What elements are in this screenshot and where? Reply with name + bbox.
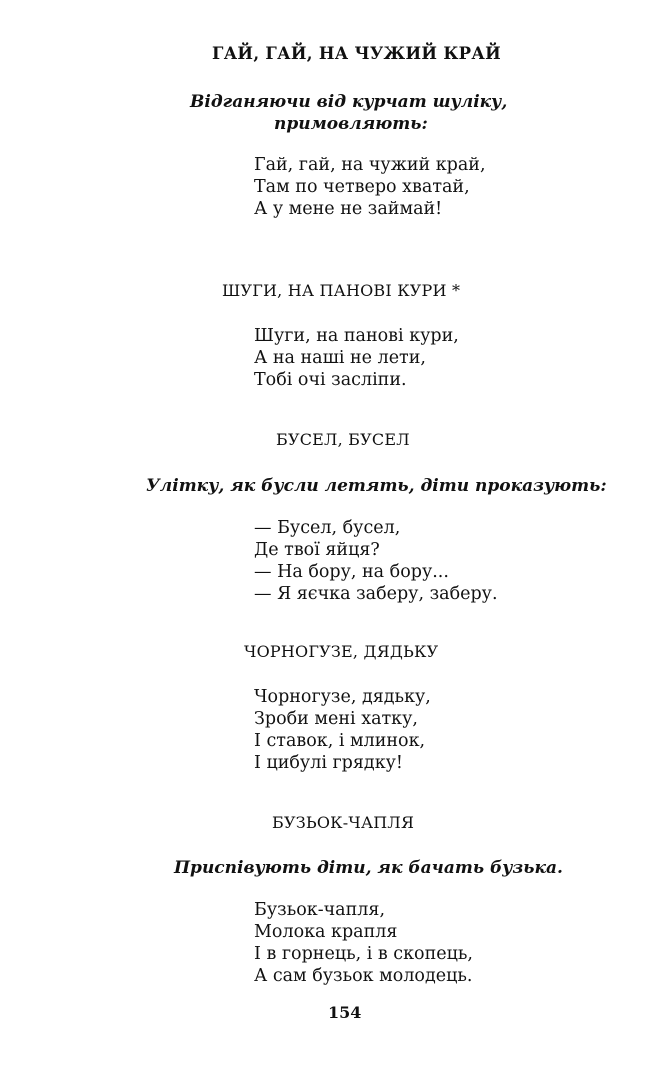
verse-line: Молока крапля [254, 922, 398, 942]
song-title-gai-gai: ГАЙ, ГАЙ, НА ЧУЖИЙ КРАЙ [212, 44, 501, 63]
verse-line: Бузьок-чапля, [254, 900, 386, 920]
verse-line: А у мене не займай! [254, 199, 443, 219]
song-title-shugy: ШУГИ, НА ПАНОВІ КУРИ * [222, 281, 461, 300]
song-title-busel: БУСЕЛ, БУСЕЛ [276, 430, 410, 449]
song-intro: Приспівують діти, як бачать бузька. [174, 858, 563, 878]
verse-line: Де твої яйця? [254, 540, 380, 560]
verse-line: І в горнець, і в скопець, [254, 944, 473, 964]
verse-line: Чорногузе, дядьку, [254, 687, 431, 707]
verse-line: Там по четверо хватай, [254, 177, 470, 197]
verse-line: Тобі очі засліпи. [254, 370, 407, 390]
song-title-chornohuze: ЧОРНОГУЗЕ, ДЯДЬКУ [244, 642, 439, 661]
song-verse-gai-gai [254, 154, 486, 220]
verse-line: Зроби мені хатку, [254, 709, 418, 729]
verse-line: А на наші не лети, [254, 348, 426, 368]
song-verse-shugy [254, 325, 459, 391]
verse-line: — Бусел, бусел, [254, 518, 401, 538]
song-intro-line-1: Відганяючи від курчат шуліку, [190, 92, 508, 112]
verse-line: І ставок, і млинок, [254, 731, 426, 751]
song-verse-buzok [254, 899, 473, 987]
verse-line: А сам бузьок молодець. [254, 966, 473, 986]
song-verse-busel [254, 517, 498, 605]
song-title-buzok: БУЗЬОК-ЧАПЛЯ [272, 813, 415, 832]
verse-line: — На бору, на бору... [254, 562, 449, 582]
verse-line: І цибулі грядку! [254, 753, 403, 773]
verse-line: Гай, гай, на чужий край, [254, 155, 486, 175]
verse-line: Шуги, на панові кури, [254, 326, 459, 346]
song-intro-line-2: примовляють: [274, 114, 428, 134]
song-verse-chornohuze [254, 686, 431, 774]
song-intro: Улітку, як бусли летять, діти проказують: [146, 476, 607, 496]
verse-line: — Я яєчка заберу, заберу. [254, 584, 498, 604]
page-number: 154 [328, 1003, 362, 1022]
